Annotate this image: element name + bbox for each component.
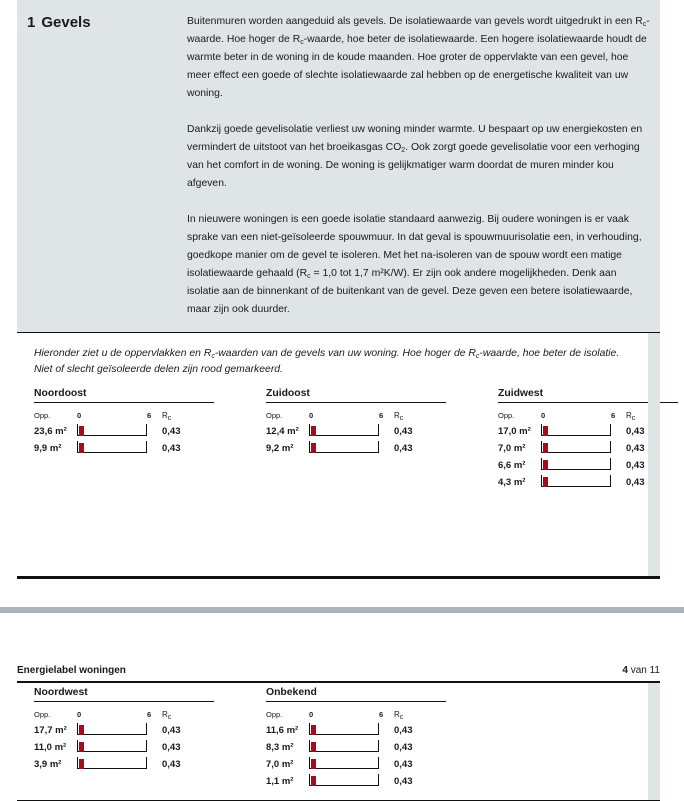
facade-group-noordoost [34,388,214,457]
subscript: 2 [401,147,406,154]
facade-area: 11,6 m² [266,725,299,736]
page-separator [0,607,684,613]
scale-max: 6 [147,411,152,420]
rc-gauge [541,458,611,470]
scale-header [266,409,446,423]
group-title: Noordwest [34,687,214,702]
rc-gauge-fill [311,426,316,436]
facade-row [498,474,678,491]
rc-subscript: c [399,415,404,422]
subscript: c [642,21,647,28]
scale-header [34,708,214,722]
rc-value: 0,43 [162,725,181,736]
facade-row [266,440,446,457]
area-label: Opp. [34,710,51,719]
rc-value: 0,43 [626,460,645,471]
rc-gauge-fill [543,477,548,487]
facade-area: 9,9 m² [34,443,62,454]
rc-value: 0,43 [394,742,413,753]
rc-value: 0,43 [394,725,413,736]
facade-row [266,756,446,773]
facade-area: 6,6 m² [498,460,526,471]
rc-subscript: c [167,415,172,422]
section-gevels [17,0,660,334]
rc-gauge [309,757,379,769]
rc-label: $R_c$ [626,411,636,422]
group-title: Zuidwest [498,388,678,403]
facade-area: 1,1 m² [266,776,294,787]
rc-gauge [309,723,379,735]
rc-gauge-fill [79,426,84,436]
rc-gauge-fill [79,759,84,769]
rc-gauge-fill [311,776,316,786]
rc-value: 0,43 [162,759,181,770]
rc-gauge [77,441,147,453]
facade-area: 23,6 m² [34,426,67,437]
rc-gauge-fill [79,443,84,453]
scale-max: 6 [379,411,384,420]
area-label: Opp. [498,411,515,420]
facade-area: 8,3 m² [266,742,294,753]
facade-row [266,722,446,739]
rc-value: 0,43 [394,759,413,770]
facade-row [34,722,214,739]
facade-row [266,423,446,440]
rc-value: 0,43 [626,426,645,437]
facade-row [34,756,214,773]
scale-min: 0 [77,710,82,719]
paragraph-3: In nieuwere woningen is een goede isolatie standaard aanwezig. Bij oudere woningen is er vaak sprake van een niet-geïsoleerde spouwmuur. In dat geval is spouwmuurisolatie een, in verhouding, goedkope manier om de gevel te isoleren. Met het na-isoleren van de spouw wordt een matige isolatiewaarde gehaald ($R_c = 1,0$ tot 1,7 m²K/W). Er zijn ook andere mogelijkheden. Denk aan isolatie aan de binnenkant of de buitenkant van de gevel. Deze geven een betere isolatiewaarde, maar zijn ook duurder. [187,214,642,315]
facade-area: 4,3 m² [498,477,526,488]
scale-min: 0 [77,411,82,420]
area-label: Opp. [34,411,51,420]
scale-header [266,708,446,722]
overview-intro [34,346,619,378]
facade-row [498,440,678,457]
page-indicator [622,665,660,676]
rc-value: 0,43 [394,426,413,437]
rc-gauge [541,441,611,453]
page-header [17,663,660,683]
rc-gauge-fill [543,460,548,470]
facade-overview-continued [17,683,660,801]
facade-overview [17,333,660,579]
rc-gauge-fill [311,742,316,752]
subscript: c [307,273,311,280]
rc-value: 0,43 [162,426,181,437]
section-title: Gevels [41,14,91,31]
rc-value: 0,43 [394,443,413,454]
facade-row [34,440,214,457]
facade-area: 7,0 m² [266,759,294,770]
rc-gauge [77,740,147,752]
facade-area: 17,7 m² [34,725,67,736]
facade-area: 17,0 m² [498,426,531,437]
rc-gauge [77,723,147,735]
group-title: Zuidoost [266,388,446,403]
facade-row [34,739,214,756]
facade-area: 9,2 m² [266,443,294,454]
rc-gauge-fill [79,725,84,735]
intro-line-2: Niet of slecht geïsoleerde delen zijn rood gemarkeerd. [34,364,283,375]
facade-row [34,423,214,440]
scale-max: 6 [611,411,616,420]
facade-group-noordwest [34,687,214,773]
rc-label: $R_c$ [162,411,172,422]
rc-gauge [541,424,611,436]
area-label: Opp. [266,710,283,719]
facade-row [266,739,446,756]
rc-label: $R_c$ [162,710,172,721]
facade-row [498,457,678,474]
paragraph-1: Buitenmuren worden aangeduid als gevels. De isolatiewaarde van gevels wordt uitgedrukt in een $R_c$-waarde. Hoe hoger de $R_c$-waarde, hoe beter de isolatiewaarde. Een hogere isolatiewaarde houdt de warmte beter in de woning in de koude maanden. Hoe groter de oppervlakte van een gevel, hoe meer effect een goede of slechte isolatiewaarde zal hebben op de energetische kwaliteit van uw woning. [187,16,650,99]
report-title: Energielabel woningen [17,665,126,676]
rc-gauge [309,424,379,436]
facade-area: 11,0 m² [34,742,67,753]
scale-header [34,409,214,423]
facade-group-zuidoost [266,388,446,457]
scale-header [498,409,678,423]
rc-gauge [309,774,379,786]
facade-area: 12,4 m² [266,426,299,437]
facade-group-zuidwest [498,388,678,491]
rc-gauge [541,475,611,487]
rc-value: 0,43 [626,443,645,454]
subscript: c [211,353,215,360]
intro-line-1: Hieronder ziet u de oppervlakken en $R_c$-waarden van de gevels van uw woning. Hoe hoger de $R_c$-waarde, hoe beter de isolatie. [34,348,620,360]
rc-gauge [77,424,147,436]
facade-area: 7,0 m² [498,443,526,454]
subscript: c [300,39,304,46]
rc-value: 0,43 [162,742,181,753]
rc-gauge-fill [311,443,316,453]
page-total: van 11 [630,665,660,676]
rc-gauge [309,441,379,453]
page-number: 4 [622,665,628,676]
rc-gauge [77,757,147,769]
rc-subscript: c [167,714,172,721]
facade-row [266,773,446,790]
scale-max: 6 [147,710,152,719]
rc-subscript: c [399,714,404,721]
rc-gauge-fill [311,725,316,735]
group-title: Noordoost [34,388,214,403]
facade-area: 3,9 m² [34,759,62,770]
rc-label: $R_c$ [394,411,404,422]
paragraph-2: Dankzij goede gevelisolatie verliest uw woning minder warmte. U bespaart op uw energiekosten en vermindert de uitstoot van het broeikasgas $CO_2$. Ook zorgt goede gevelisolatie voor een verhoging van het comfort in de woning. De woning is gelijkmatiger warm doordat de muren minder kou afgeven. [187,124,643,189]
rc-value: 0,43 [626,477,645,488]
rc-gauge-fill [79,742,84,752]
rc-gauge-fill [543,443,548,453]
scale-min: 0 [309,411,314,420]
facade-row [498,423,678,440]
subscript: c [475,353,480,360]
scale-min: 0 [541,411,546,420]
section-heading [27,14,91,31]
rc-gauge-fill [311,759,316,769]
rc-value: 0,43 [162,443,181,454]
rc-label: $R_c$ [394,710,404,721]
rc-subscript: c [631,415,636,422]
scale-min: 0 [309,710,314,719]
scale-max: 6 [379,710,384,719]
area-label: Opp. [266,411,283,420]
group-title: Onbekend [266,687,446,702]
facade-group-onbekend [266,687,446,790]
rc-gauge-fill [543,426,548,436]
rc-value: 0,43 [394,776,413,787]
section-number: 1 [27,14,36,31]
rc-gauge [309,740,379,752]
